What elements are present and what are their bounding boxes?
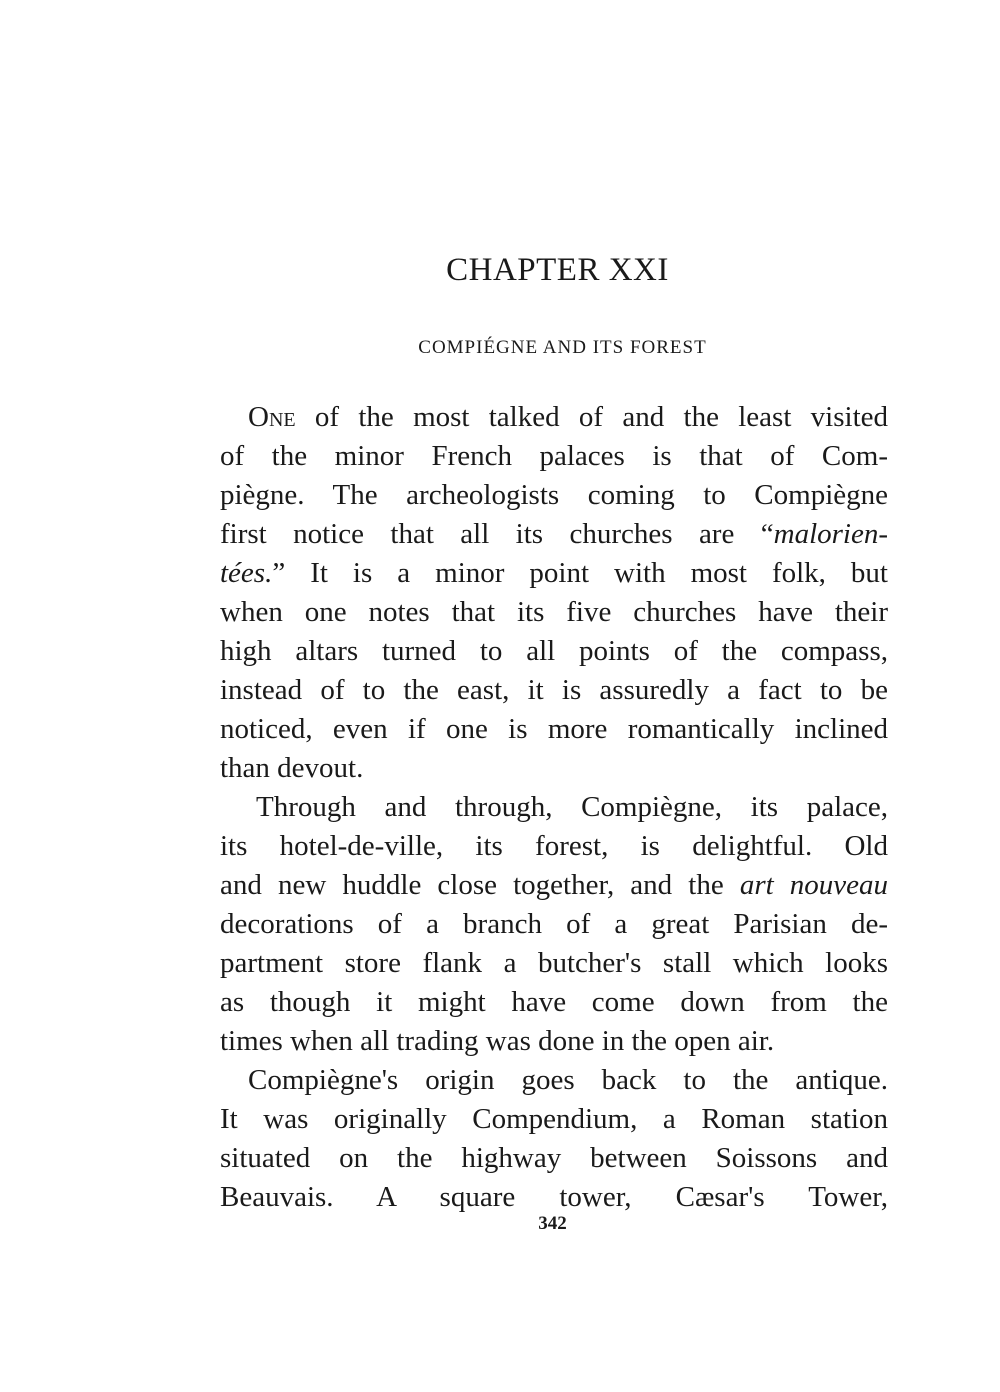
paragraph-3 [220,1061,888,1217]
italic-term: tées. [220,557,273,589]
text-line: piègne. The archeologists coming to Compiègne [220,479,888,511]
italic-term: art nouveau [739,869,888,901]
text-line: decorations of a branch of a great Parisian de- [220,908,888,940]
paragraph-2 [220,788,888,1061]
drop-word: One [248,401,296,433]
italic-term: malorien- [773,518,888,550]
text-line: when one notes that its five churches have their [220,596,888,628]
text-line: instead of to the east, it is assuredly a fact to be [220,674,888,706]
text-line: situated on the highway between Soissons and [220,1142,888,1174]
text-line: first notice that all its churches are “malorien- [220,518,888,550]
page-number: 342 [538,1213,567,1234]
text-line: high altars turned to all points of the compass, [220,635,888,667]
text-line: as though it might have come down from the [220,986,888,1018]
text-line: tées.” It is a minor point with most folk, but [220,557,888,589]
text-line: noticed, even if one is more romantically inclined [220,713,888,745]
text-line: its hotel-de-ville, its forest, is delightful. Old [220,830,888,862]
paragraph-1 [220,398,888,788]
text-line: Compiègne's origin goes back to the antique. [248,1064,888,1096]
chapter-subtitle: COMPIÉGNE AND ITS FOREST [418,337,707,358]
text-line: partment store flank a butcher's stall which looks [220,947,888,979]
text-line: times when all trading was done in the open air. [220,1025,775,1057]
text-line: One of the most talked of and the least visited [248,401,888,433]
chapter-title: CHAPTER XXI [446,252,669,288]
text-line: It was originally Compendium, a Roman station [220,1103,888,1135]
text-line: Through and through, Compiègne, its palace, [256,791,888,823]
text-line: and new huddle close together, and the art nouveau [220,869,888,901]
text-line: than devout. [220,752,364,784]
text-line: Beauvais. A square tower, Cæsar's Tower, [220,1181,888,1213]
body-text [220,398,888,1217]
text-line: of the minor French palaces is that of Com- [220,440,888,472]
